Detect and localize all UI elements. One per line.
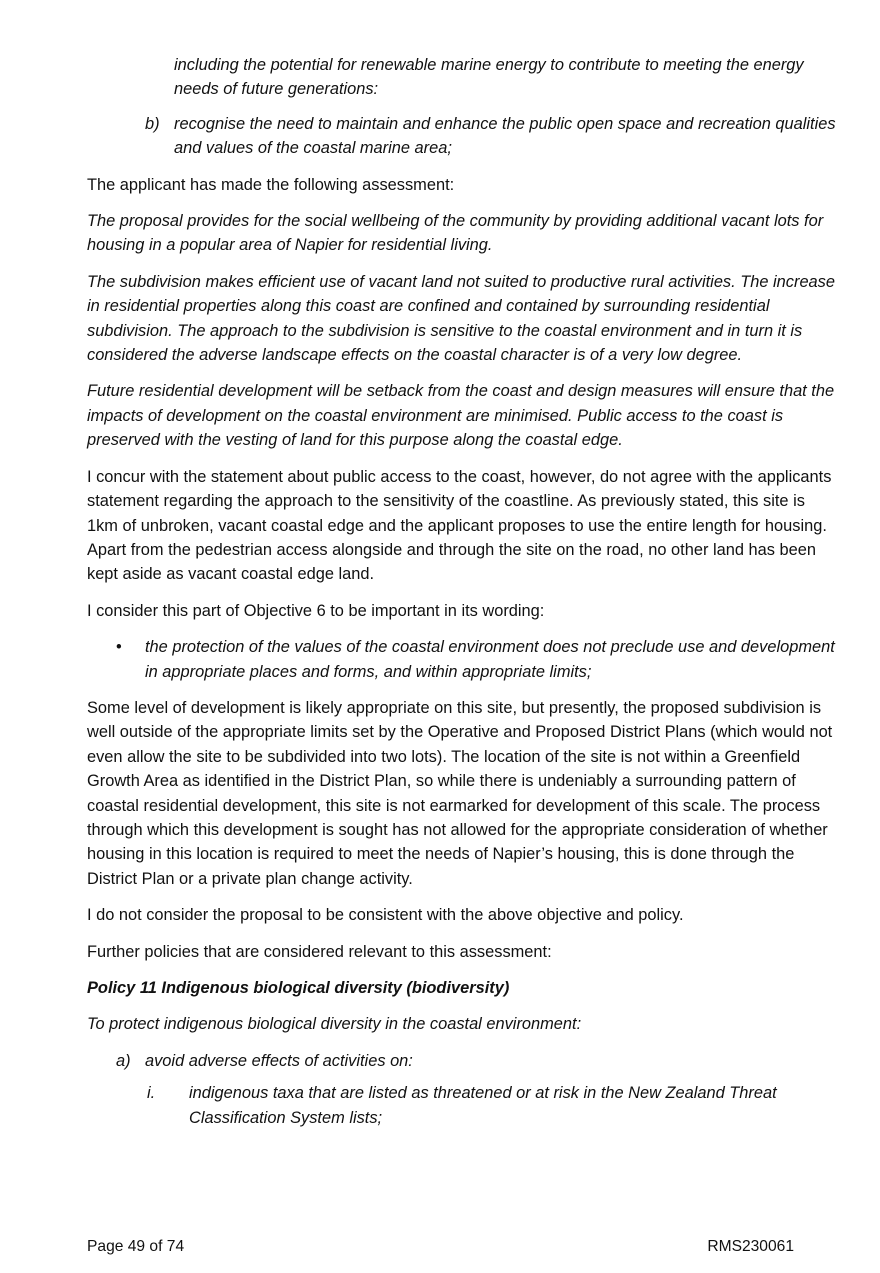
quote-paragraph-3: Future residential development will be setback from the coast and design measures will ensure that the impacts of development on the coastal environment are minimised. Public access to the coast is preserved with the vesting of land for this purpose along the coastal edge.	[87, 382, 835, 450]
policy-list-item-a	[87, 1049, 839, 1073]
policy-heading: Policy 11 Indigenous biological diversity (biodiversity)	[87, 979, 510, 997]
policy-intro: To protect indigenous biological diversity in the coastal environment:	[87, 1015, 582, 1034]
quote-paragraph-2: The subdivision makes efficient use of vacant land not suited to productive rural activities. The increase in residential properties along this coast are confined and contained by surrounding residential subdivision. The approach to the subdivision is sensitive to the coastal environment and in turn it is considered the adverse landscape effects on the coastal character is of a very low degree.	[87, 272, 835, 365]
policy-list-marker-i: i.	[147, 1084, 156, 1103]
paragraph-objective-6: I consider this part of Objective 6 to be important in its wording:	[87, 601, 545, 620]
paragraph-further-policies: Further policies that are considered relevant to this assessment:	[87, 942, 552, 961]
continued-list-item-text: including the potential for renewable marine energy to contribute to meeting the energy needs of future generations:	[174, 56, 804, 99]
policy-list-item-i-text: indigenous taxa that are listed as threatened or at risk in the New Zealand Threat Classification System lists;	[189, 1084, 777, 1127]
list-item-b	[87, 112, 839, 161]
policy-list-item-a-text: avoid adverse effects of activities on:	[145, 1051, 413, 1070]
bullet-marker: •	[116, 638, 122, 657]
page-content	[87, 53, 839, 1142]
paragraph-applicant-intro: The applicant has made the following assessment:	[87, 175, 455, 194]
quote-paragraph-1: The proposal provides for the social wellbeing of the community by providing additional vacant lots for housing in a popular area of Napier for residential living.	[87, 212, 824, 255]
footer-page-number: Page 49 of 74	[87, 1238, 185, 1255]
paragraph-not-consistent: I do not consider the proposal to be consistent with the above objective and policy.	[87, 906, 684, 925]
continued-list-item	[87, 53, 839, 102]
bullet-list-item	[87, 635, 839, 684]
bullet-list-item-text: the protection of the values of the coastal environment does not preclude use and development in appropriate places and forms, and within appropriate limits;	[145, 638, 835, 681]
footer-reference: RMS230061	[707, 1238, 794, 1255]
paragraph-development: Some level of development is likely appropriate on this site, but presently, the proposed subdivision is well outside of the appropriate limits set by the Operative and Proposed District Plans (which would not even allow the site to be subdivided into two lots). The location of the site is not within a Greenfield Growth Area as identified in the District Plan, so while there is undeniably a surrounding pattern of coastal residential development, this site is not earmarked for development of this scale. The process through which this development is sought has not allowed for the appropriate consideration of whether housing in this location is required to meet the needs of Napier’s housing, this is done through the District Plan or a private plan change activity.	[87, 698, 833, 888]
list-item-b-text: recognise the need to maintain and enhance the public open space and recreation qualities and values of the coastal marine area;	[174, 114, 836, 158]
policy-list-item-i	[87, 1081, 839, 1130]
policy-list-marker-a: a)	[116, 1051, 131, 1070]
list-marker-b: b)	[145, 114, 160, 133]
paragraph-concur: I concur with the statement about public access to the coast, however, do not agree with the applicants statement regarding the approach to the sensitivity of the coastline. As previously stated, this site is 1km of unbroken, vacant coastal edge and the applicant proposes to use the entire length for housing. Apart from the pedestrian access alongside and through the site on the road, no other land has been kept aside as vacant coastal edge land.	[87, 467, 832, 584]
